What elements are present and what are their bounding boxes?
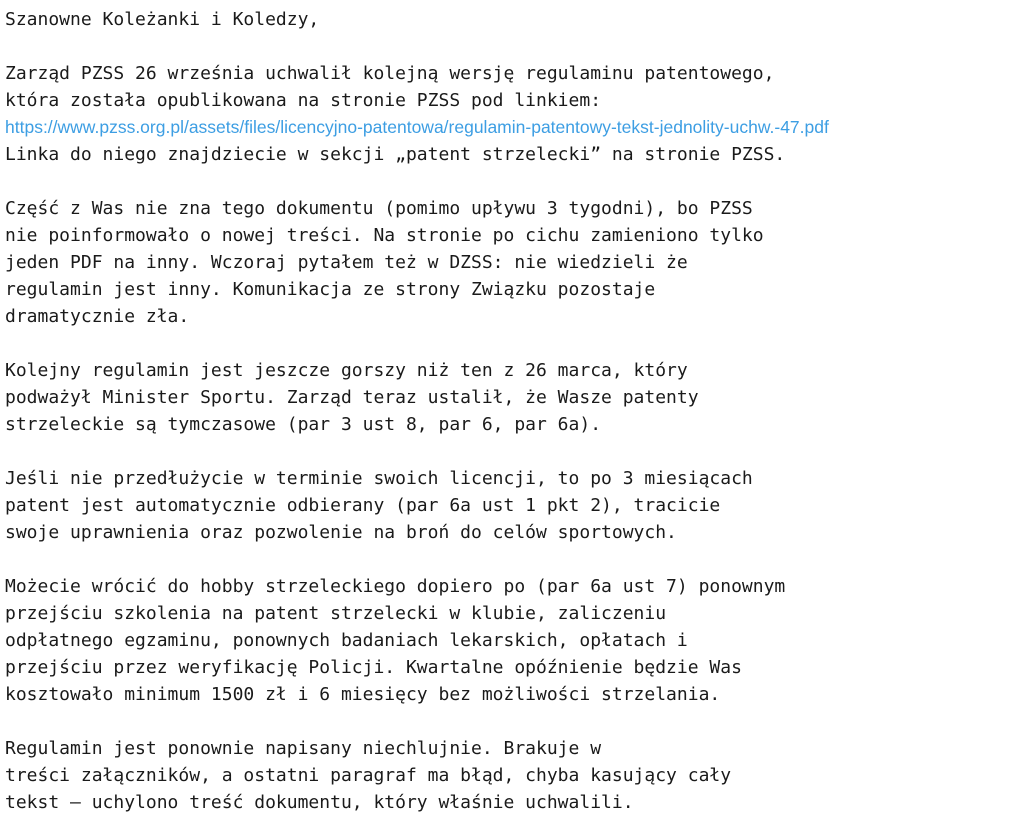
text-line: tekst – uchylono treść dokumentu, który właśnie uchwalili.: [5, 792, 634, 813]
text-line: Kolejny regulamin jest jeszcze gorszy niż ten z 26 marca, który: [5, 360, 688, 381]
greeting-line: Szanowne Koleżanki i Koledzy,: [5, 9, 320, 30]
text-line: Jeśli nie przedłużycie w terminie swoich licencji, to po 3 miesiącach: [5, 468, 753, 489]
paragraph-spacer: [5, 546, 1017, 573]
paragraph-announcement: [5, 60, 1017, 168]
paragraph-spacer: [5, 168, 1017, 195]
text-line: Zarząd PZSS 26 września uchwalił kolejną wersję regulaminu patentowego,: [5, 63, 775, 84]
text-line: kosztowało minimum 1500 zł i 6 miesięcy bez możliwości strzelania.: [5, 684, 721, 705]
paragraph-license-expiry: [5, 465, 1017, 546]
text-line: przejściu szkolenia na patent strzelecki w klubie, zaliczeniu: [5, 603, 667, 624]
paragraph-spacer: [5, 33, 1017, 60]
regulation-pdf-link[interactable]: https://www.pzss.org.pl/assets/files/licencyjno-patentowa/regulamin-patentowy-tekst-jednolity-uchw.-47.pdf: [5, 117, 829, 137]
paragraph-temporary-patents: [5, 357, 1017, 438]
text-line: swoje uprawnienia oraz pozwolenie na broń do celów sportowych.: [5, 522, 677, 543]
text-line: nie poinformowało o nowej treści. Na stronie po cichu zamieniono tylko: [5, 225, 764, 246]
paragraph-return-conditions: [5, 573, 1017, 708]
paragraph-communication: [5, 195, 1017, 330]
text-line: Linka do niego znajdziecie w sekcji „patent strzelecki” na stronie PZSS.: [5, 144, 786, 165]
text-line: Możecie wrócić do hobby strzeleckiego dopiero po (par 6a ust 7) ponownym: [5, 576, 786, 597]
text-line: strzeleckie są tymczasowe (par 3 ust 8, par 6, par 6a).: [5, 414, 602, 435]
text-line: patent jest automatycznie odbierany (par 6a ust 1 pkt 2), tracicie: [5, 495, 721, 516]
paragraph-sloppy-regulation: [5, 735, 1017, 816]
text-line: jeden PDF na inny. Wczoraj pytałem też w DZSS: nie wiedzieli że: [5, 252, 688, 273]
text-line: odpłatnego egzaminu, ponownych badaniach lekarskich, opłatach i: [5, 630, 688, 651]
text-line: regulamin jest inny. Komunikacja ze strony Związku pozostaje: [5, 279, 656, 300]
text-line: Regulamin jest ponownie napisany niechlujnie. Brakuje w: [5, 738, 602, 759]
text-line: przejściu przez weryfikację Policji. Kwartalne opóźnienie będzie Was: [5, 657, 742, 678]
paragraph-spacer: [5, 438, 1017, 465]
paragraph-spacer: [5, 330, 1017, 357]
text-line: treści załączników, a ostatni paragraf ma błąd, chyba kasujący cały: [5, 765, 732, 786]
text-line: która została opublikowana na stronie PZSS pod linkiem:: [5, 90, 602, 111]
text-line: Część z Was nie zna tego dokumentu (pomimo upływu 3 tygodni), bo PZSS: [5, 198, 753, 219]
text-line: dramatycznie zła.: [5, 306, 190, 327]
text-line: podważył Minister Sportu. Zarząd teraz ustalił, że Wasze patenty: [5, 387, 699, 408]
email-body: [5, 6, 1017, 816]
paragraph-spacer: [5, 708, 1017, 735]
